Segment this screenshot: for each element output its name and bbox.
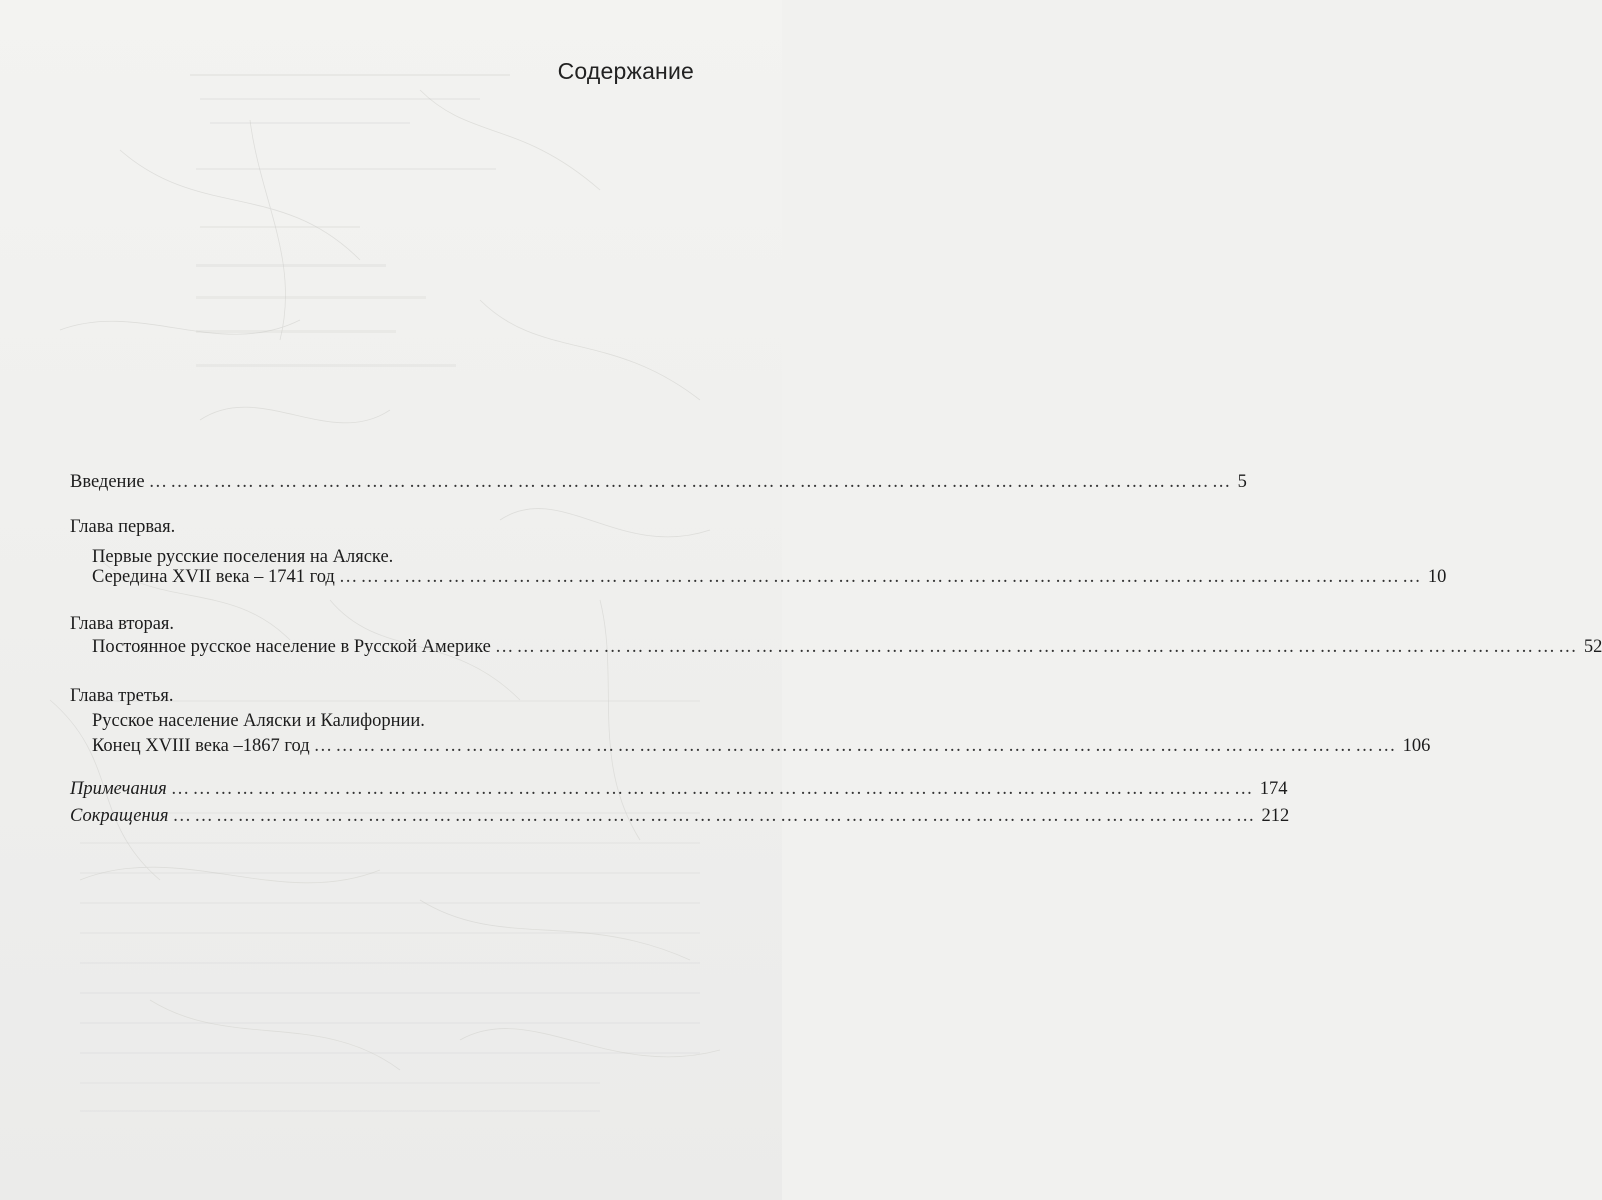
toc-entry-notes-label: Примечания [70,779,167,799]
toc-entry-intro-page: 5 [1237,472,1247,492]
toc-entry-notes[interactable] [70,776,1288,802]
toc-entry-chapter3[interactable] [92,733,1431,759]
page-title: Содержание [557,58,694,84]
chapter2-title-line1: Постоянное русское население в Русской Америке [92,637,491,657]
chapter1-title-line1: Первые русские поселения на Аляске. [92,547,394,567]
paper-fibers [0,0,782,1200]
dot-leader: …………………………………………………………………………………………………………………………………… [170,779,1256,799]
dot-leader: …………………………………………………………………………………………………………………………………… [494,637,1580,657]
toc-entry-notes-page: 174 [1259,779,1288,799]
chapter1-title-line2: Середина XVII века – 1741 год [92,567,335,587]
toc-entry-intro[interactable] [70,469,1247,495]
toc-entry-chapter3-page: 106 [1402,736,1431,756]
chapter3-heading: Глава третья. [70,686,174,706]
toc-entry-chapter1-page: 10 [1427,567,1447,587]
toc-entry-chapter2[interactable] [92,634,1602,660]
toc-entry-intro-label: Введение [70,472,145,492]
toc-entry-chapter1[interactable] [92,564,1447,590]
dot-leader: …………………………………………………………………………………………………………………………………… [313,736,1399,756]
chapter3-title-line2: Конец XVIII века –1867 год [92,736,310,756]
chapter1-heading: Глава первая. [70,517,176,537]
dot-leader: …………………………………………………………………………………………………………………………………… [172,806,1258,826]
chapter2-heading: Глава вторая. [70,614,175,634]
dot-leader: …………………………………………………………………………………………………………………………………… [148,472,1234,492]
toc-entry-abbreviations-label: Сокращения [70,806,169,826]
toc-entry-abbreviations[interactable] [70,803,1290,829]
toc-entry-chapter2-page: 52 [1583,637,1602,657]
chapter3-title-line1: Русское население Аляски и Калифорнии. [92,711,425,731]
dot-leader: …………………………………………………………………………………………………………………………………… [338,567,1424,587]
toc-entry-abbreviations-page: 212 [1261,806,1290,826]
